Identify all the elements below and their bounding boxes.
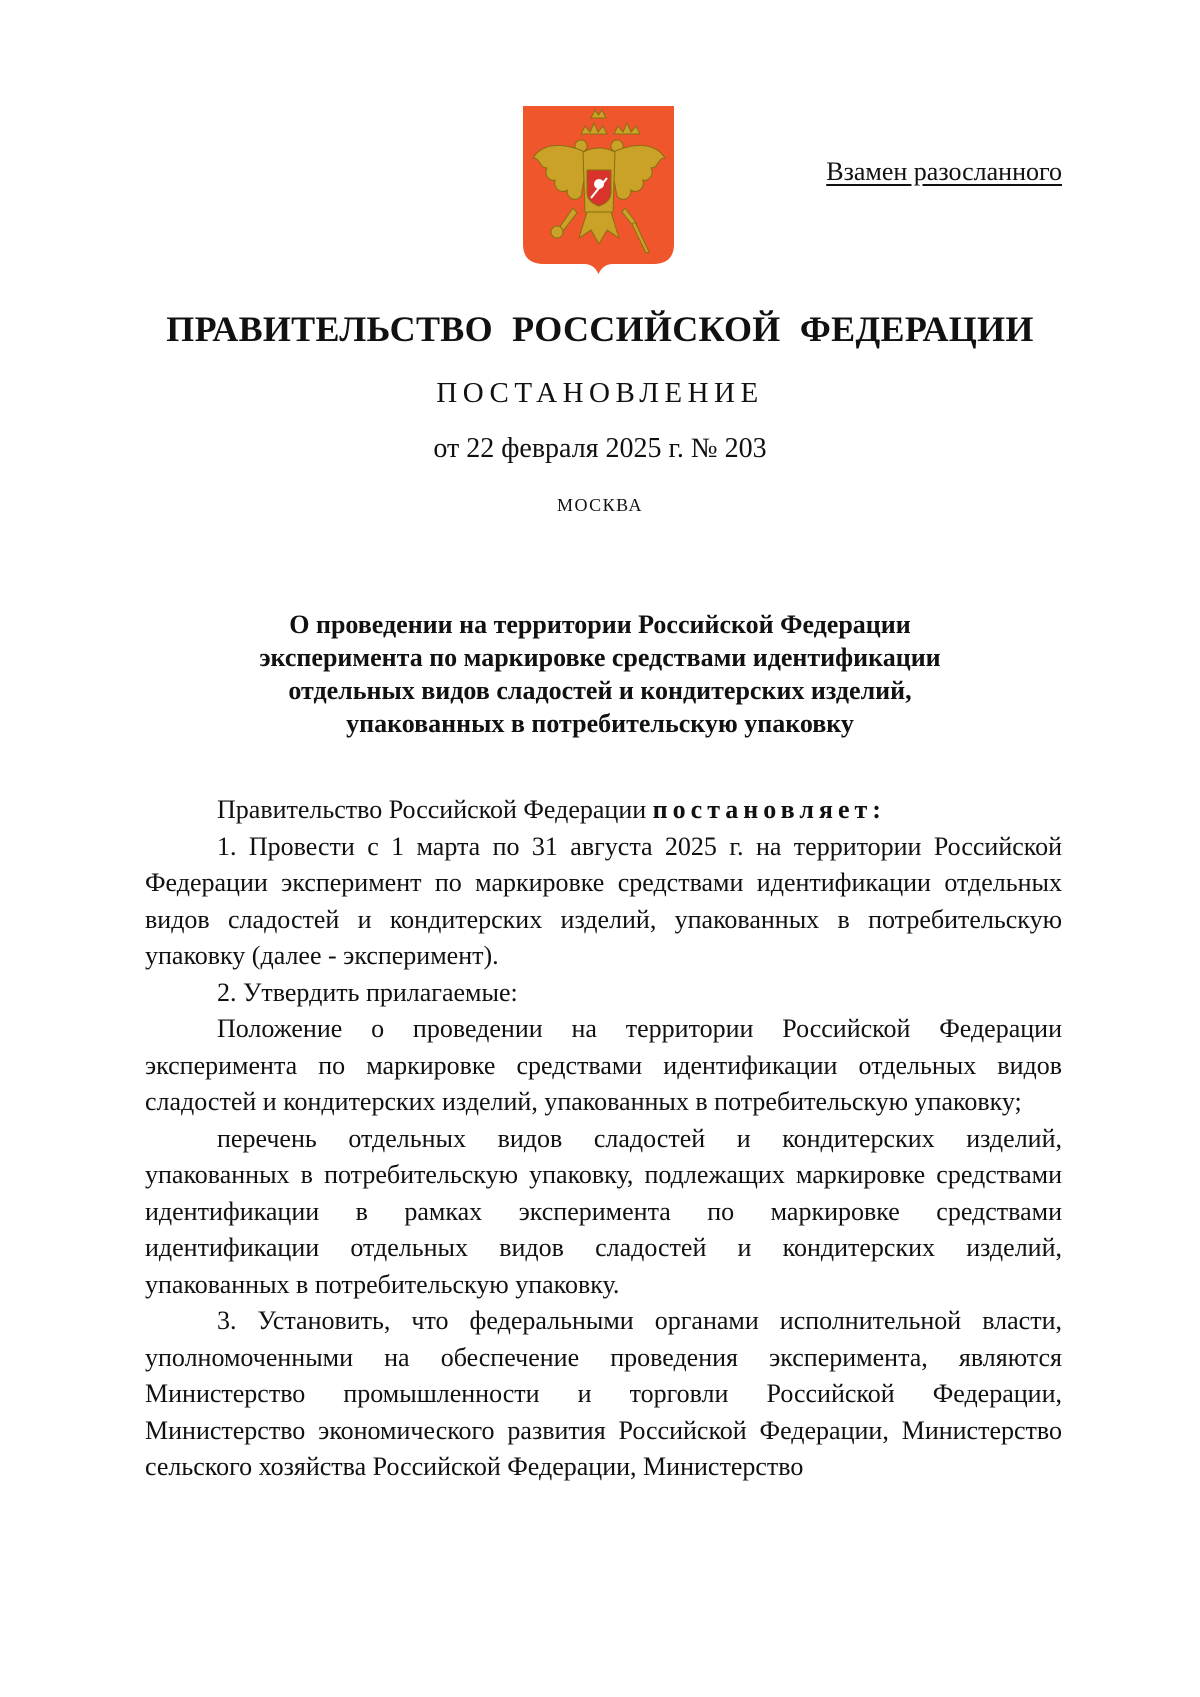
replacement-stamp: Взамен разосланного [826,157,1062,186]
preamble-paragraph [145,792,1062,829]
title-line: эксперимента по маркировке средствами идентификации [259,643,941,672]
issuing-organization: ПРАВИТЕЛЬСТВО РОССИЙСКОЙ ФЕДЕРАЦИИ [166,309,1034,349]
document-title [145,608,1055,740]
body-paragraph: 1. Провести с 1 марта по 31 августа 2025 г. на территории Российской Федерации эксперимент по маркировке средствами идентификации отдельных видов сладостей и кондитерских изделий, упакованных в потребительскую упаковку (далее - эксперимент). [145,831,1062,970]
title-line: отдельных видов сладостей и кондитерских изделий, [288,676,912,705]
date-and-number: от 22 февраля 2025 г. № 203 [433,433,767,464]
body-paragraph: Положение о проведении на территории Российской Федерации эксперимента по маркировке средствами идентификации отдельных видов сладостей и кондитерских изделий, упакованных в потребительскую упаковку; [145,1014,1062,1116]
issuing-city: МОСКВА [556,495,644,515]
coat-of-arms-icon [521,104,676,276]
title-line: О проведении на территории Российской Федерации [289,610,911,639]
title-line: упакованных в потребительскую упаковку [346,709,854,738]
body-paragraph: перечень отдельных видов сладостей и кондитерских изделий, упакованных в потребительскую упаковку, подлежащих маркировке средствами идентификации в рамках эксперимента по маркировке средствами идентификации отдельных видов сладостей и кондитерских изделий, упакованных в потребительскую упаковку. [145,1123,1062,1299]
body-paragraph: 2. Утвердить прилагаемые: [217,977,518,1007]
document-body [145,792,1062,1486]
document-type: ПОСТАНОВЛЕНИЕ [436,377,764,409]
body-paragraph: 3. Установить, что федеральными органами исполнительной власти, уполномоченными на обеспечение проведения эксперимента, являются Министерство промышленности и торговли Российской Федерации, Министерство экономического развития Российской Федерации, Министерство сельского хозяйства Российской Федерации, Министерство [145,1306,1062,1481]
preamble-text: Правительство Российской Федерации [217,795,647,824]
resolves-keyword: постановляет: [652,795,886,824]
